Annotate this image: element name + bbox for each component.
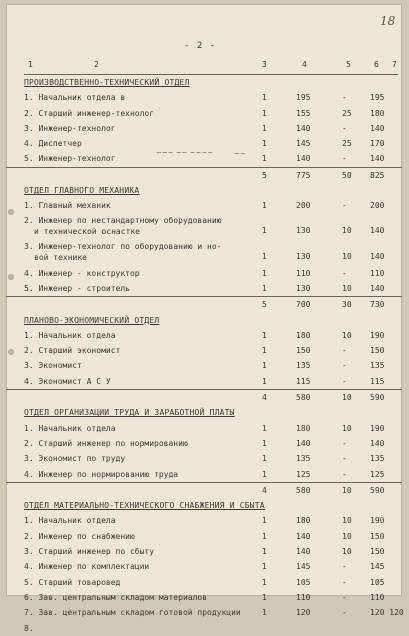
cell-c3: 4 <box>262 485 267 495</box>
cell-c5: - <box>342 154 347 164</box>
cell-c6: 190 <box>370 330 385 340</box>
cell-c3: 1 <box>262 361 267 371</box>
table-row <box>6 343 402 358</box>
cell-c3: 1 <box>262 330 267 340</box>
section-title: ОТДЕЛ МАТЕРИАЛЬНО-ТЕХНИЧЕСКОГО СНАБЖЕНИЯ И СБЫТА <box>24 501 265 511</box>
handwritten-folio-number: 18 <box>380 14 396 28</box>
table-row <box>6 621 402 636</box>
cell-c4: 110 <box>296 268 311 278</box>
cell-c5: 10 <box>342 283 352 293</box>
cell-c3: 1 <box>262 139 267 149</box>
cell-c3: 1 <box>262 577 267 587</box>
table-row <box>6 198 402 213</box>
position-name: 3. Старший инженер по сбыту <box>24 547 155 557</box>
column-number-header <box>6 60 402 74</box>
cell-c5: - <box>342 361 347 371</box>
position-name-continued: и технической оснастке <box>34 226 140 236</box>
table-row <box>6 467 402 482</box>
cell-c5: - <box>342 346 347 356</box>
cell-c3: 5 <box>262 300 267 310</box>
cell-c6: 115 <box>370 376 385 386</box>
cell-c4: 140 <box>296 123 311 133</box>
cell-c6: 140 <box>370 154 385 164</box>
cell-c4: 180 <box>296 330 311 340</box>
cell-c4: 145 <box>296 139 311 149</box>
cell-c4: 580 <box>296 485 311 495</box>
position-name: 1. Начальник отдела в <box>24 93 126 103</box>
cell-c3: 1 <box>262 154 267 164</box>
cell-c5: 10 <box>342 531 352 541</box>
cell-c3: 1 <box>262 93 267 103</box>
cell-c4: 130 <box>296 251 311 261</box>
cell-c5: 10 <box>342 547 352 557</box>
cell-c5: 10 <box>342 423 352 433</box>
section-total-row <box>6 167 402 183</box>
cell-c6: 125 <box>370 469 385 479</box>
cell-c6: 170 <box>370 139 385 149</box>
cell-c3: 1 <box>262 376 267 386</box>
table-row <box>6 374 402 389</box>
cell-c4: 145 <box>296 562 311 572</box>
table-row <box>6 451 402 466</box>
cell-c3: 1 <box>262 438 267 448</box>
position-name: 3. Инженер-технолог <box>24 123 116 133</box>
position-name: 2. Старший экономист <box>24 346 121 356</box>
cell-c4: 115 <box>296 376 311 386</box>
cell-c6: 190 <box>370 516 385 526</box>
cell-c6: 180 <box>370 108 385 118</box>
cell-c3: 1 <box>262 108 267 118</box>
cell-c5: - <box>342 454 347 464</box>
cell-c4: 580 <box>296 393 311 403</box>
cell-c3: 1 <box>262 531 267 541</box>
position-name: 5. Инженер-технолог <box>24 154 116 164</box>
column-number: 4 <box>302 60 307 69</box>
cell-c4: 135 <box>296 454 311 464</box>
cell-c6: 140 <box>370 123 385 133</box>
cell-c6: 140 <box>370 438 385 448</box>
cell-c3: 4 <box>262 393 267 403</box>
cell-c6: 190 <box>370 423 385 433</box>
section-title-row <box>6 313 402 328</box>
position-name: 3. Экономист <box>24 361 82 371</box>
cell-c5: - <box>342 608 347 618</box>
table-row <box>6 328 402 343</box>
section-title-row <box>6 498 402 513</box>
cell-c5: 25 <box>342 108 352 118</box>
column-number: 6 <box>374 60 379 69</box>
cell-c3: 1 <box>262 268 267 278</box>
position-name: 6. Зав. центральным складом материалов <box>24 592 208 602</box>
cell-c6: 120 120 <box>370 608 404 618</box>
position-name: 8. <box>24 623 34 633</box>
position-name: 1. Главный механик <box>24 201 111 211</box>
cell-c4: 110 <box>296 592 311 602</box>
handwritten-annotation: ~~~ ~~ ~~~~ <box>156 149 214 157</box>
cell-c4: 130 <box>296 283 311 293</box>
cell-c3: 1 <box>262 454 267 464</box>
position-name: 7. Зав. центральным складом готовой продукции <box>24 608 241 618</box>
position-name: 4. Инженер по нормированию труда <box>24 469 179 479</box>
cell-c4: 180 <box>296 423 311 433</box>
cell-c3: 1 <box>262 423 267 433</box>
table-row <box>6 436 402 451</box>
cell-c4: 130 <box>296 225 311 235</box>
section-total-row <box>6 482 402 498</box>
cell-c4: 200 <box>296 201 311 211</box>
cell-c6: 140 <box>370 283 385 293</box>
cell-c6: 140 <box>370 251 385 261</box>
table-row <box>6 106 402 121</box>
cell-c4: 140 <box>296 154 311 164</box>
cell-c5: - <box>342 123 347 133</box>
table-row <box>6 575 402 590</box>
cell-c5: 25 <box>342 139 352 149</box>
table-row <box>6 421 402 436</box>
cell-c5: - <box>342 438 347 448</box>
column-number: 1 <box>28 60 33 69</box>
position-name: 5. Старший товаровед <box>24 577 121 587</box>
cell-c4: 155 <box>296 108 311 118</box>
document-page <box>6 4 404 633</box>
cell-c3: 1 <box>262 516 267 526</box>
position-name: 1. Начальник отдела <box>24 330 116 340</box>
cell-c4: 180 <box>296 516 311 526</box>
cell-c6: 730 <box>370 300 385 310</box>
cell-c4: 150 <box>296 346 311 356</box>
section-title-row <box>6 183 402 198</box>
cell-c4: 120 <box>296 608 311 618</box>
cell-c4: 775 <box>296 170 311 180</box>
cell-c5: - <box>342 592 347 602</box>
cell-c6: 110 <box>370 268 385 278</box>
cell-c5: - <box>342 562 347 572</box>
cell-c6: 590 <box>370 485 385 495</box>
section-title: ПРОИЗВОДСТВЕННО-ТЕХНИЧЕСКИЙ ОТДЕЛ <box>24 78 190 87</box>
cell-c6: 150 <box>370 547 385 557</box>
cell-c5: 10 <box>342 225 352 235</box>
cell-c3: 1 <box>262 469 267 479</box>
cell-c5: - <box>342 469 347 479</box>
cell-c6: 135 <box>370 361 385 371</box>
position-name: 3. Инженер-технолог по оборудованию и но- <box>24 241 222 251</box>
table-row <box>6 90 402 105</box>
cell-c6: 200 <box>370 201 385 211</box>
cell-c3: 1 <box>262 123 267 133</box>
cell-c6: 590 <box>370 393 385 403</box>
cell-c5: - <box>342 376 347 386</box>
cell-c3: 1 <box>262 608 267 618</box>
cell-c3: 1 <box>262 251 267 261</box>
position-name: 1. Начальник отдела <box>24 516 116 526</box>
cell-c5: - <box>342 93 347 103</box>
table-row <box>6 214 402 240</box>
cell-c5: - <box>342 577 347 587</box>
cell-c5: 50 <box>342 170 352 180</box>
cell-c4: 700 <box>296 300 311 310</box>
cell-c3: 1 <box>262 201 267 211</box>
cell-c4: 105 <box>296 577 311 587</box>
cell-c5: - <box>342 268 347 278</box>
page-number: - 2 - <box>184 41 217 51</box>
position-name: 5. Инженер - строитель <box>24 283 130 293</box>
cell-c5: - <box>342 201 347 211</box>
cell-c3: 1 <box>262 592 267 602</box>
table-row <box>6 513 402 528</box>
column-number: 7 <box>392 60 397 69</box>
cell-c6: 150 <box>370 531 385 541</box>
position-name: 2. Старший инженер по нормированию <box>24 438 188 448</box>
cell-c4: 140 <box>296 531 311 541</box>
table-row <box>6 281 402 296</box>
cell-c4: 195 <box>296 93 311 103</box>
handwritten-annotation: ~~ <box>234 150 246 158</box>
table-row <box>6 121 402 136</box>
position-name: 2. Инженер по нестандартному оборудованию <box>24 215 222 225</box>
table-row <box>6 559 402 574</box>
section-total-row <box>6 389 402 405</box>
cell-c6: 135 <box>370 454 385 464</box>
cell-c3: 1 <box>262 346 267 356</box>
cell-c3: 1 <box>262 562 267 572</box>
cell-c6: 145 <box>370 562 385 572</box>
section-title: ПЛАНОВО-ЭКОНОМИЧЕСКИЙ ОТДЕЛ <box>24 315 160 325</box>
position-name: 4. Инженер по комплектации <box>24 562 150 572</box>
position-name-continued: вой технике <box>34 252 87 262</box>
cell-c6: 195 <box>370 93 385 103</box>
cell-c5: 10 <box>342 485 352 495</box>
cell-c3: 5 <box>262 170 267 180</box>
position-name: 4. Инженер - конструктор <box>24 268 140 278</box>
table-row <box>6 529 402 544</box>
position-name: 4. Экономист А С У <box>24 376 111 386</box>
cell-c5: 10 <box>342 393 352 403</box>
table-row <box>6 358 402 373</box>
cell-c6: 140 <box>370 225 385 235</box>
cell-c6: 105 <box>370 577 385 587</box>
position-name: 4. Диспетчер <box>24 139 82 149</box>
section-total-row <box>6 296 402 312</box>
position-name: 1. Начальник отдела <box>24 423 116 433</box>
table-row <box>6 590 402 605</box>
cell-c4: 140 <box>296 547 311 557</box>
table-row <box>6 266 402 281</box>
staff-table <box>6 75 402 636</box>
position-name: 2. Старший инженер-технолог <box>24 108 155 118</box>
cell-c6: 150 <box>370 346 385 356</box>
section-title-row <box>6 75 402 90</box>
column-number: 2 <box>94 60 99 69</box>
cell-c5: 10 <box>342 330 352 340</box>
section-title: ОТДЕЛ ГЛАВНОГО МЕХАНИКА <box>24 186 140 196</box>
cell-c3: 1 <box>262 547 267 557</box>
cell-c3: 1 <box>262 225 267 235</box>
cell-c3: 1 <box>262 283 267 293</box>
cell-c4: 125 <box>296 469 311 479</box>
cell-c4: 135 <box>296 361 311 371</box>
cell-c6: 825 <box>370 170 385 180</box>
section-title: ОТДЕЛ ОРГАНИЗАЦИИ ТРУДА И ЗАРАБОТНОЙ ПЛАТЫ <box>24 408 235 418</box>
column-number: 3 <box>262 60 267 69</box>
cell-c5: 30 <box>342 300 352 310</box>
position-name: 2. Инженер по снабжению <box>24 531 135 541</box>
section-title-row <box>6 405 402 420</box>
table-row <box>6 544 402 559</box>
position-name: 3. Экономист по труду <box>24 454 126 464</box>
table-row <box>6 605 402 620</box>
cell-c6: 110 <box>370 592 385 602</box>
cell-c5: 10 <box>342 516 352 526</box>
table-row <box>6 240 402 266</box>
cell-c5: 10 <box>342 251 352 261</box>
column-number: 5 <box>346 60 351 69</box>
cell-c4: 140 <box>296 438 311 448</box>
